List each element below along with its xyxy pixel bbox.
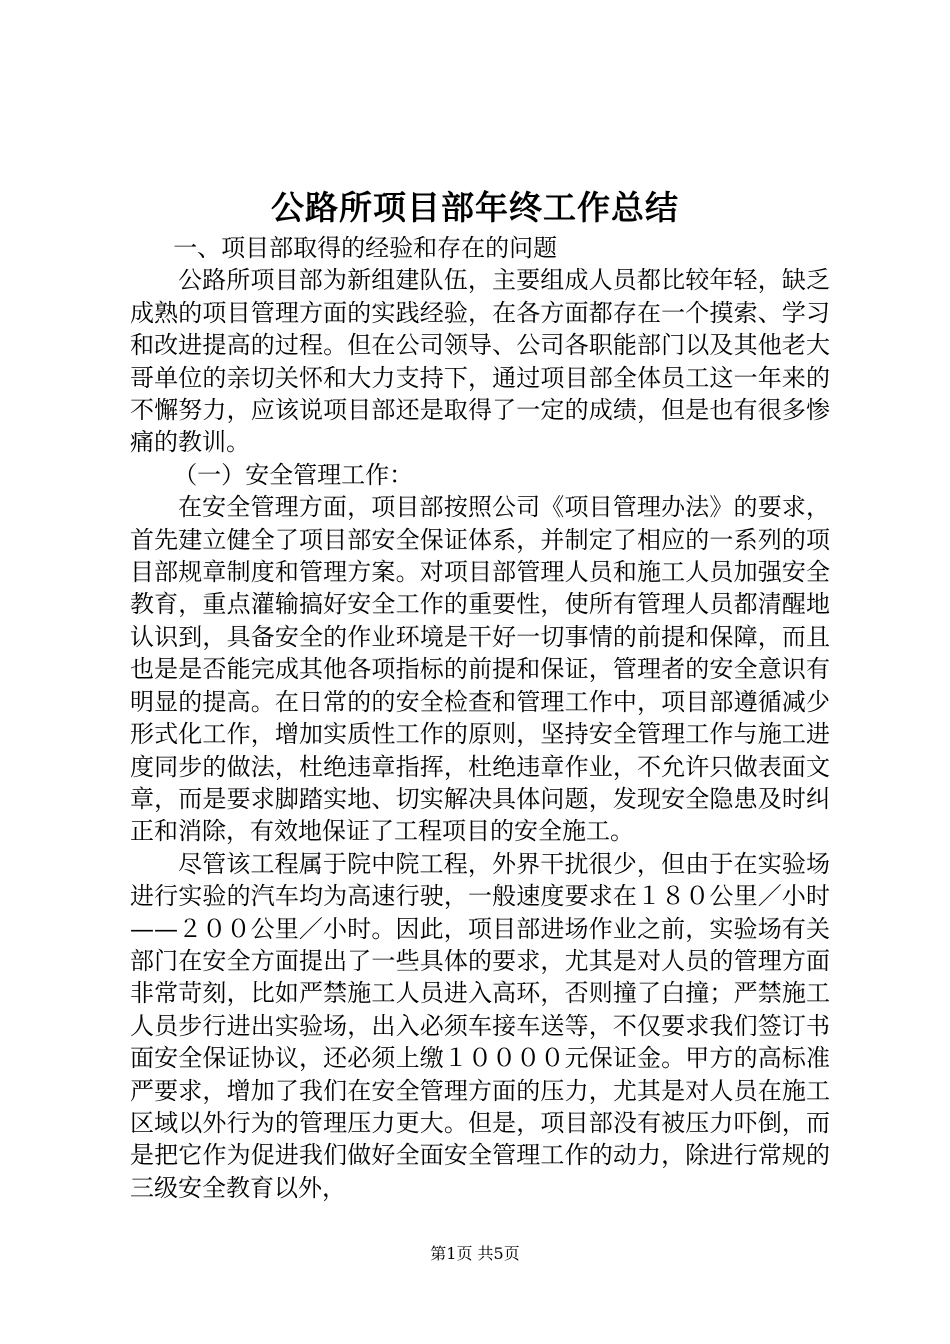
- document-title: 公路所项目部年终工作总结: [271, 188, 679, 227]
- paragraph-intro: 公路所项目部为新组建队伍，主要组成人员都比较年轻，缺乏成熟的项目管理方面的实践经验，在各方面都存在一个摸索、学习和改进提高的过程。但在公司领导、公司各职能部门以及其他老大哥单位的亲切关怀和大力支持下，通过项目部全体员工这一年来的不懈努力，应该说项目部还是取得了一定的成绩，但是也有很多惨痛的教训。: [130, 266, 830, 457]
- paragraph-safety-management: 在安全管理方面，项目部按照公司《项目管理办法》的要求，首先建立健全了项目部安全保证体系，并制定了相应的一系列的项目部规章制度和管理方案。对项目部管理人员和施工人员加强安全教育，重点灌输搞好安全工作的重要性，使所有管理人员都清醒地认识到，具备安全的作业环境是干好一切事情的前提和保障，而且也是是否能完成其他各项指标的前提和保证，管理者的安全意识有明显的提高。在日常的的安全检查和管理工作中，项目部遵循减少形式化工作，增加实质性工作的原则，坚持安全管理工作与施工进度同步的做法，杜绝违章指挥，杜绝违章作业，不允许只做表面文章，而是要求脚踏实地、切实解决具体问题，发现安全隐患及时纠正和消除，有效地保证了工程项目的安全施工。: [130, 493, 830, 846]
- section-heading: 一、项目部取得的经验和存在的问题: [173, 234, 558, 262]
- subsection-heading: （一）安全管理工作：: [173, 460, 414, 489]
- page-footer: 第1页 共5页: [430, 1244, 520, 1263]
- document-body: [130, 232, 830, 1204]
- paragraph-test-field: 尽管该工程属于院中院工程，外界干扰很少，但由于在实验场进行实验的汽车均为高速行驶，一般速度要求在１８０公里／小时——２００公里／小时。因此，项目部进场作业之前，实验场有关部门在安全方面提出了一些具体的要求，尤其是对人员的管理方面非常苛刻，比如严禁施工人员进入高环，否则撞了白撞；严禁施工人员步行进出实验场，出入必须车接车送等，不仅要求我们签订书面安全保证协议，还必须上缴１００００元保证金。甲方的高标准严要求，增加了我们在安全管理方面的压力，尤其是对人员在施工区域以外行为的管理压力更大。但是，项目部没有被压力吓倒，而是把它作为促进我们做好全面安全管理工作的动力，除进行常规的三级安全教育以外，: [130, 849, 830, 1202]
